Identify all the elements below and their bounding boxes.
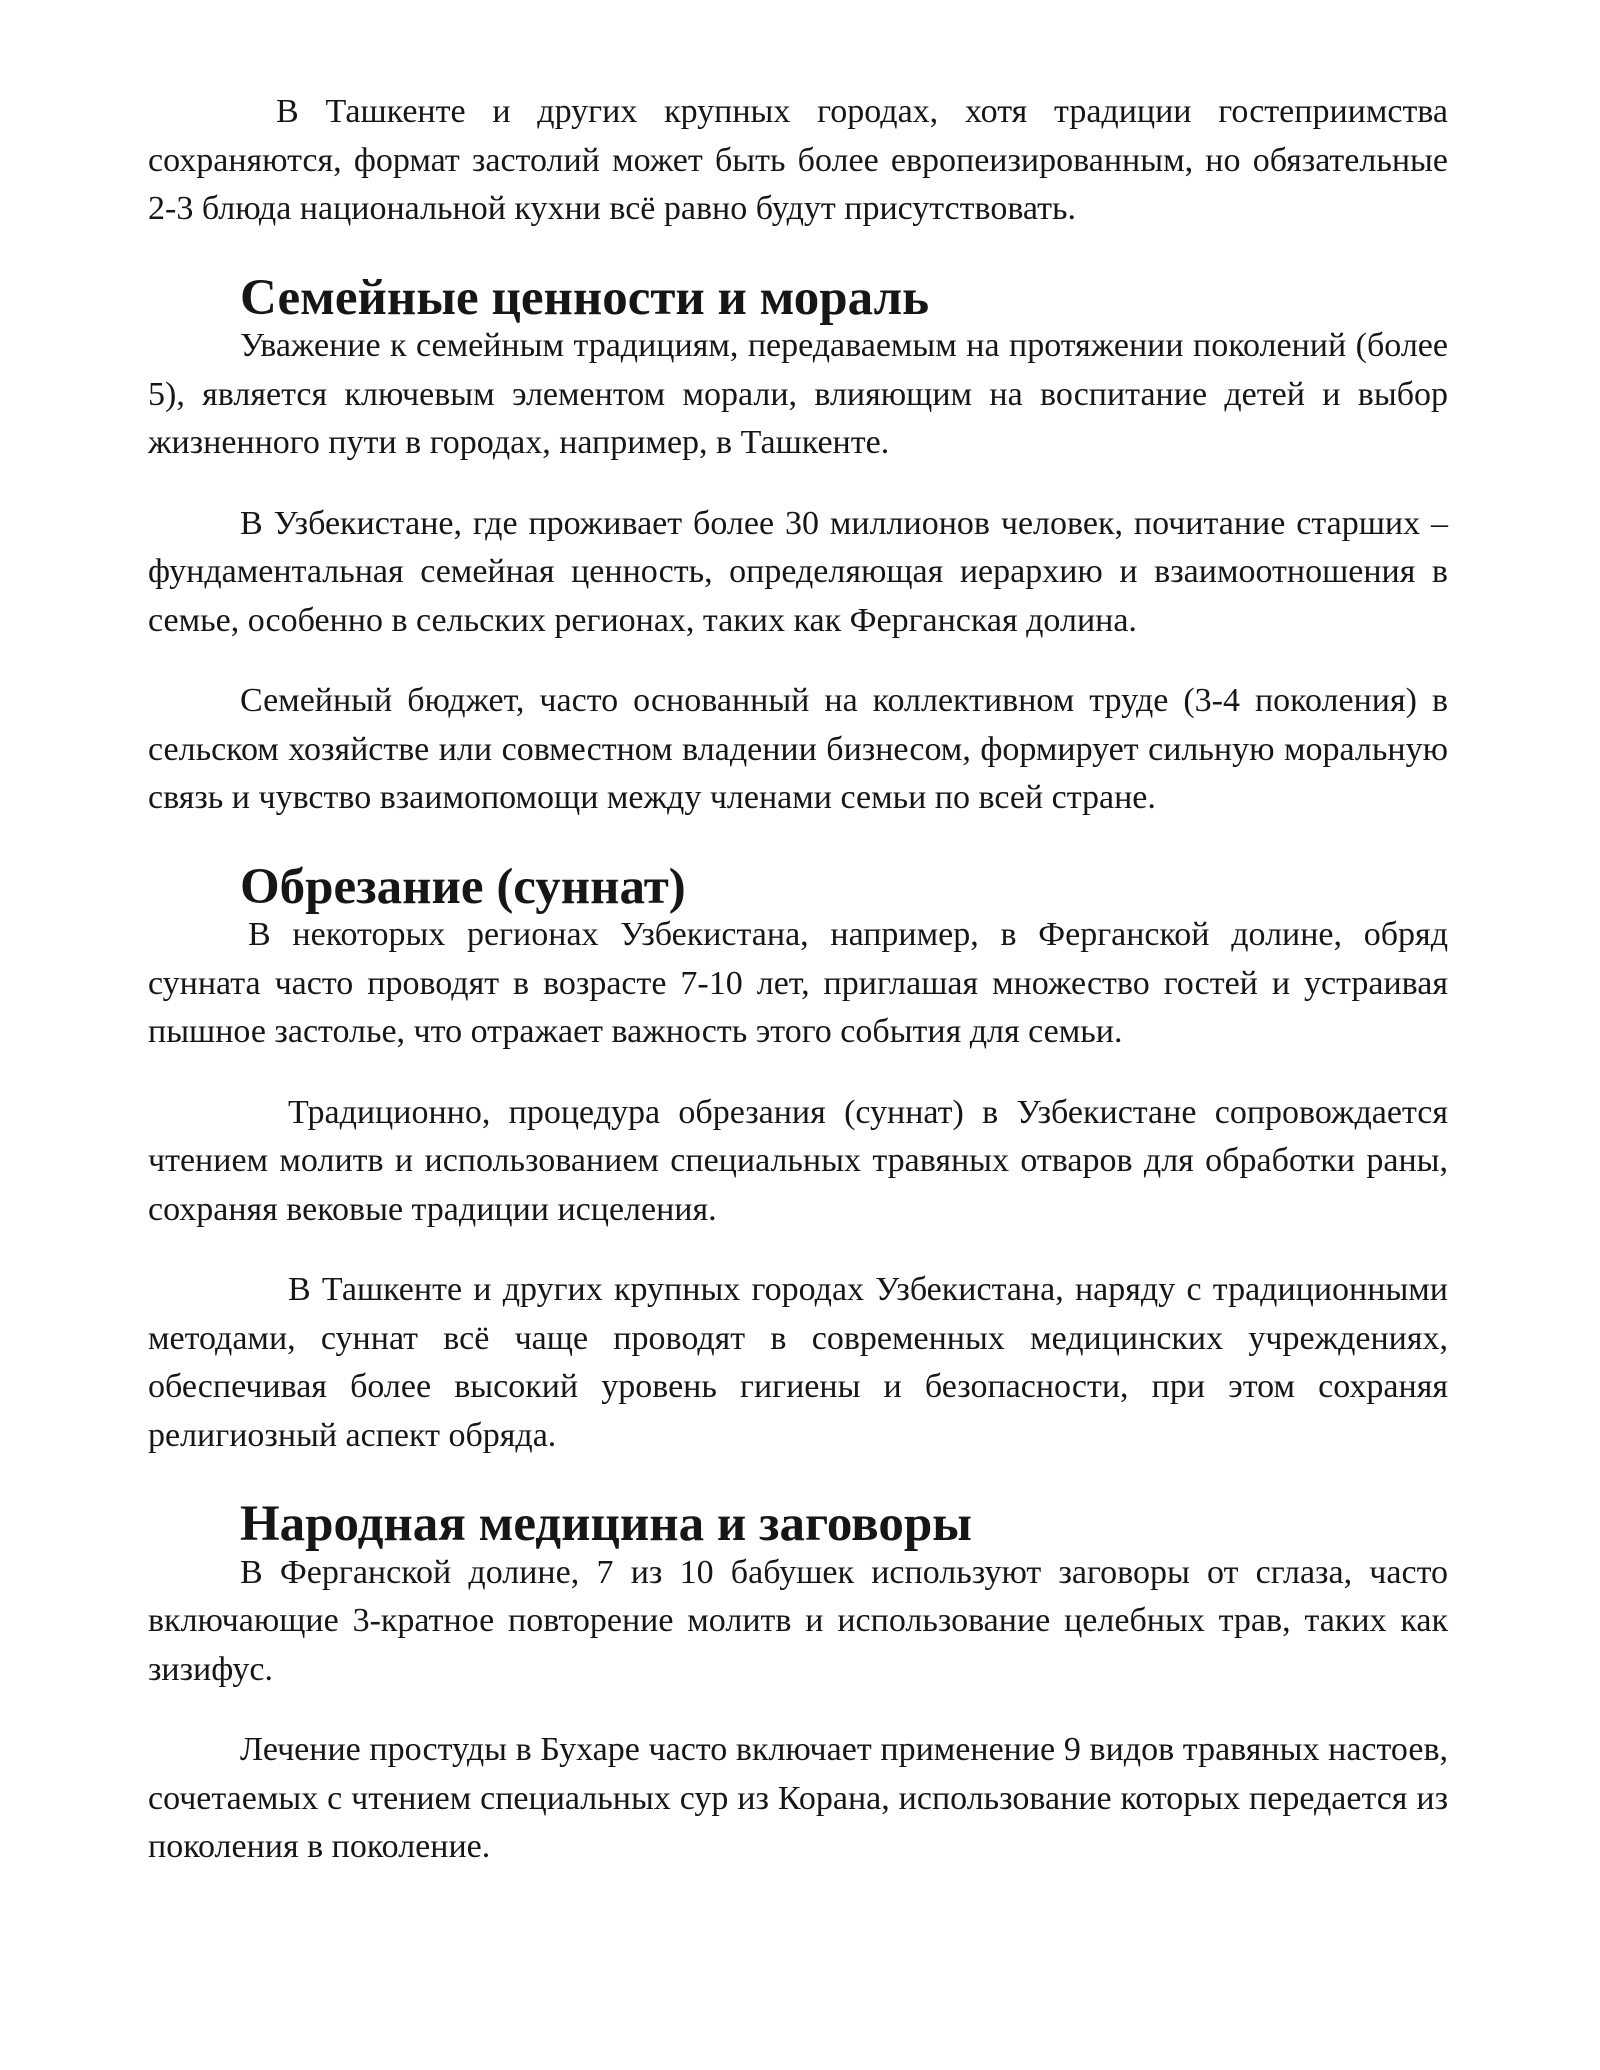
paragraph-sunnat-regions: В некоторых регионах Узбекистана, например, в Ферганской долине, обряд сунната часто проводят в возрасте 7-10 лет, приглашая множество гостей и устраивая пышное застолье, что отражает важность этого события для семьи.: [148, 916, 1448, 1050]
heading-folk-medicine: Народная медицина и заговоры: [240, 1496, 973, 1552]
heading-circumcision: Обрезание (суннат): [240, 858, 686, 915]
paragraph-fergana-charms: В Ферганской долине, 7 из 10 бабушек используют заговоры от сглаза, часто включающие 3-кратное повторение молитв и использование целебных трав, таких как зизифус.: [148, 1553, 1448, 1688]
paragraph-sunnat-cities: В Ташкенте и других крупных городах Узбекистана, наряду с традиционными методами, суннат всё чаще проводят в современных медицинских учреждениях, обеспечивая более высокий уровень гигиены и безопасности, при этом сохраняя религиозный аспект обряда.: [148, 1271, 1448, 1454]
paragraph-family-traditions: Уважение к семейным традициям, передаваемым на протяжении поколений (более 5), является ключевым элементом морали, влияющим на воспитание детей и выбор жизненного пути в городах, например, в Ташкенте.: [148, 327, 1448, 461]
paragraph-family-budget: Семейный бюджет, часто основанный на коллективном труде (3-4 поколения) в сельском хозяйстве или совместном владении бизнесом, формирует сильную моральную связь и чувство взаимопомощи между членами семьи по всей стране.: [148, 682, 1448, 816]
paragraph-bukhara-cold-treatment: Лечение простуды в Бухаре часто включает применение 9 видов травяных настоев, сочетаемых с чтением специальных сур из Корана, использование которых передается из поколения в поколение.: [148, 1731, 1448, 1865]
paragraph-respect-elders: В Узбекистане, где проживает более 30 миллионов человек, почитание старших – фундаментальная семейная ценность, определяющая иерархию и взаимоотношения в семье, особенно в сельских регионах, таких как Ферганская долина.: [148, 504, 1448, 639]
document-page: [148, 88, 1448, 1872]
paragraph-sunnat-tradition: Традиционно, процедура обрезания (суннат) в Узбекистане сопровождается чтением молитв и использованием специальных травяных отваров для обработки раны, сохраняя вековые традиции исцеления.: [148, 1093, 1448, 1228]
paragraph-tashkent-hospitality: В Ташкенте и других крупных городах, хотя традиции гостеприимства сохраняются, формат застолий может быть более европеизированным, но обязательные 2-3 блюда национальной кухни всё равно будут присутствовать.: [148, 93, 1448, 227]
heading-family-values: Семейные ценности и мораль: [240, 269, 930, 326]
